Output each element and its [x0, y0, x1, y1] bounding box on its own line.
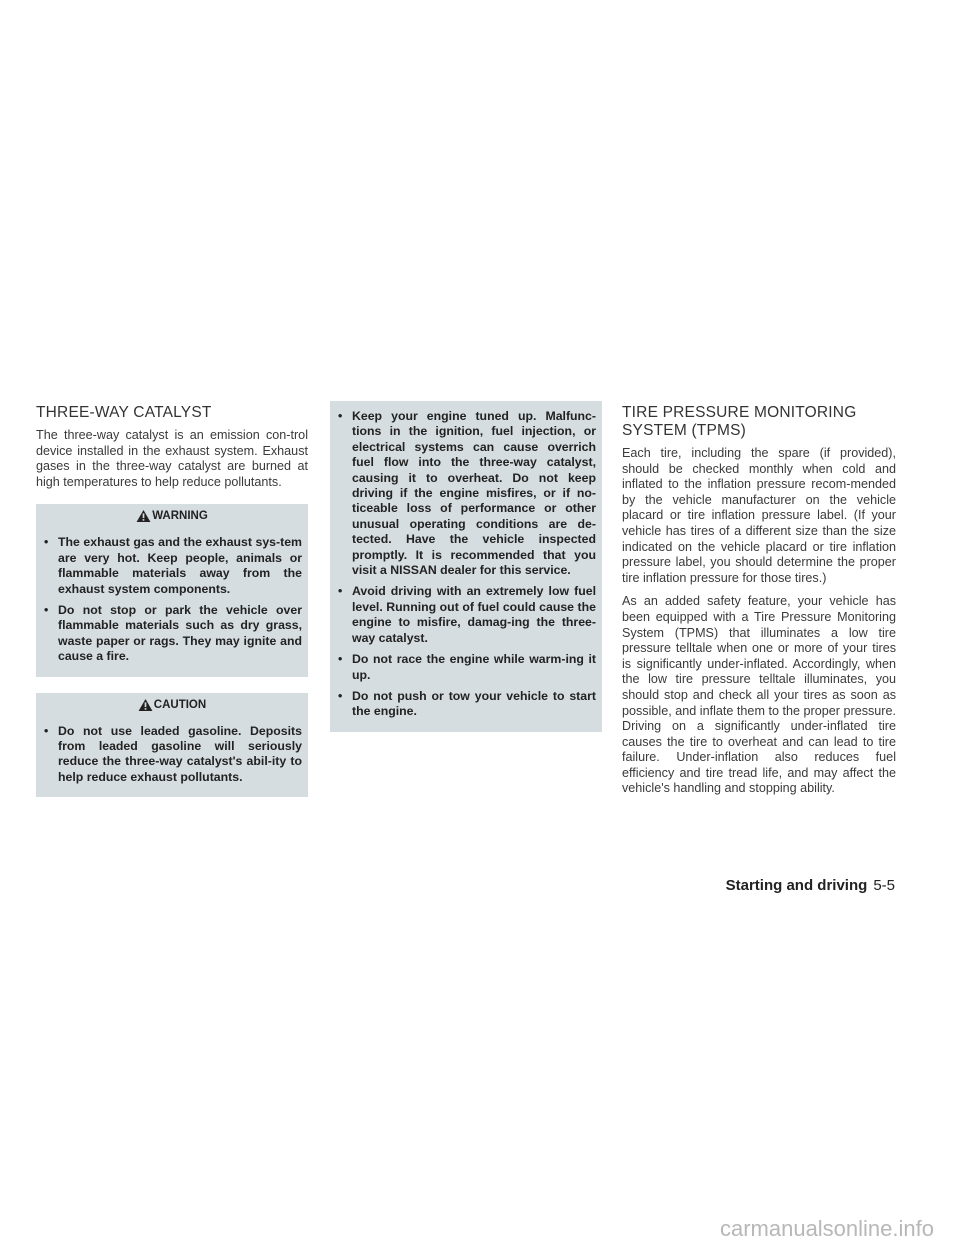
warning-icon: [136, 509, 151, 523]
caution-icon: [138, 698, 153, 712]
bullet: •: [338, 584, 343, 599]
warning-item-text: Keep your engine tuned up. Malfunc-tions in the ignition, fuel injection, or electrical systems can cause overrich fuel flow into the three-way catalyst, causing it to overheat. Do not keep driving if the engine misfires, or if no-ticeable loss of performance or other unusual operating conditions are de-tected. Have the vehicle inspected promptly. It is recommended that you visit a NISSAN dealer for this service.: [352, 409, 596, 578]
warning-box-continued: [330, 401, 602, 732]
bullet: •: [338, 409, 343, 423]
bullet: •: [44, 603, 49, 617]
caution-label: CAUTION: [153, 698, 207, 711]
footer-section-title: Starting and driving: [725, 877, 868, 894]
warning-item-text: Do not race the engine while warm-ing it up.: [352, 652, 596, 682]
list-item: [336, 584, 596, 646]
three-way-catalyst-heading: THREE-WAY CATALYST: [36, 404, 212, 421]
warning-item-text: The exhaust gas and the exhaust sys-tem are very hot. Keep people, animals or flammable materials away from the exhaust system components.: [58, 535, 302, 596]
caution-box: [36, 693, 308, 798]
tpms-heading-line2: SYSTEM (TPMS): [622, 422, 747, 439]
warning-item-text: Do not stop or park the vehicle over flammable materials such as dry grass, waste paper or rags. They may ignite and cause a fire.: [58, 603, 302, 664]
warning-box: [36, 504, 308, 676]
list-item: [42, 603, 302, 665]
watermark: carmanualsonline.info: [0, 1216, 960, 1242]
tpms-heading: [622, 404, 896, 440]
tpms-paragraph-2: As an added safety feature, your vehicle has been equipped with a Tire Pressure Monitoring System (TPMS) that illuminates a low tire pressure telltale when one or more of your tires is significantly under-inflated. Accordingly, when the low tire pressure telltale illuminates, you should stop and check all your tires as soon as possible, and inflate them to the proper pressure. Driving on a significantly under-inflated tire causes the tire to overheat and can lead to tire failure. Under-inflation also reduces fuel efficiency and tire tread life, and may affect the vehicle's handling and stopping ability.: [622, 594, 896, 796]
middle-column: [330, 401, 602, 732]
three-way-catalyst-intro: The three-way catalyst is an emission con-trol device installed in the exhaust system. Exhaust gases in the three-way catalyst are burned at high temperatures to help reduce pollutants.: [36, 428, 308, 489]
page-footer: [726, 877, 895, 894]
caution-header: [36, 693, 308, 717]
right-column: [622, 404, 896, 805]
warning-list: [36, 535, 308, 676]
tpms-heading-line1: TIRE PRESSURE MONITORING: [622, 404, 857, 421]
bullet: •: [44, 535, 49, 550]
list-item: [42, 724, 302, 786]
caution-list: [36, 724, 308, 798]
list-item: [336, 689, 596, 720]
warning-label: WARNING: [152, 510, 208, 523]
caution-item-text: Do not use leaded gasoline. Deposits from leaded gasoline will seriously reduce the three-way catalyst's abil-ity to help reduce exhaust pollutants.: [58, 723, 302, 784]
list-item: [336, 652, 596, 683]
list-item: [42, 535, 302, 597]
page-number: 5-5: [873, 877, 895, 894]
warning-item-text: Do not push or tow your vehicle to start the engine.: [352, 688, 596, 719]
bullet: •: [338, 688, 343, 703]
left-column: [36, 404, 308, 797]
bullet: •: [338, 652, 343, 667]
warning-list-continued: [330, 409, 602, 732]
list-item: [336, 409, 596, 578]
warning-header: [36, 504, 308, 528]
tpms-paragraph-1: Each tire, including the spare (if provided), should be checked monthly when cold and inflated to the inflation pressure recom-mended by the vehicle manufacturer on the vehicle placard or tire inflation pressure label. (If your vehicle has tires of a different size than the size indicated on the vehicle placard or tire inflation pressure label, you should determine the proper tire inflation pressure for those tires.): [622, 446, 896, 585]
warning-item-text: Avoid driving with an extremely low fuel level. Running out of fuel could cause the engine to misfire, damag-ing the three-way catalyst.: [352, 584, 596, 645]
bullet: •: [44, 723, 49, 738]
